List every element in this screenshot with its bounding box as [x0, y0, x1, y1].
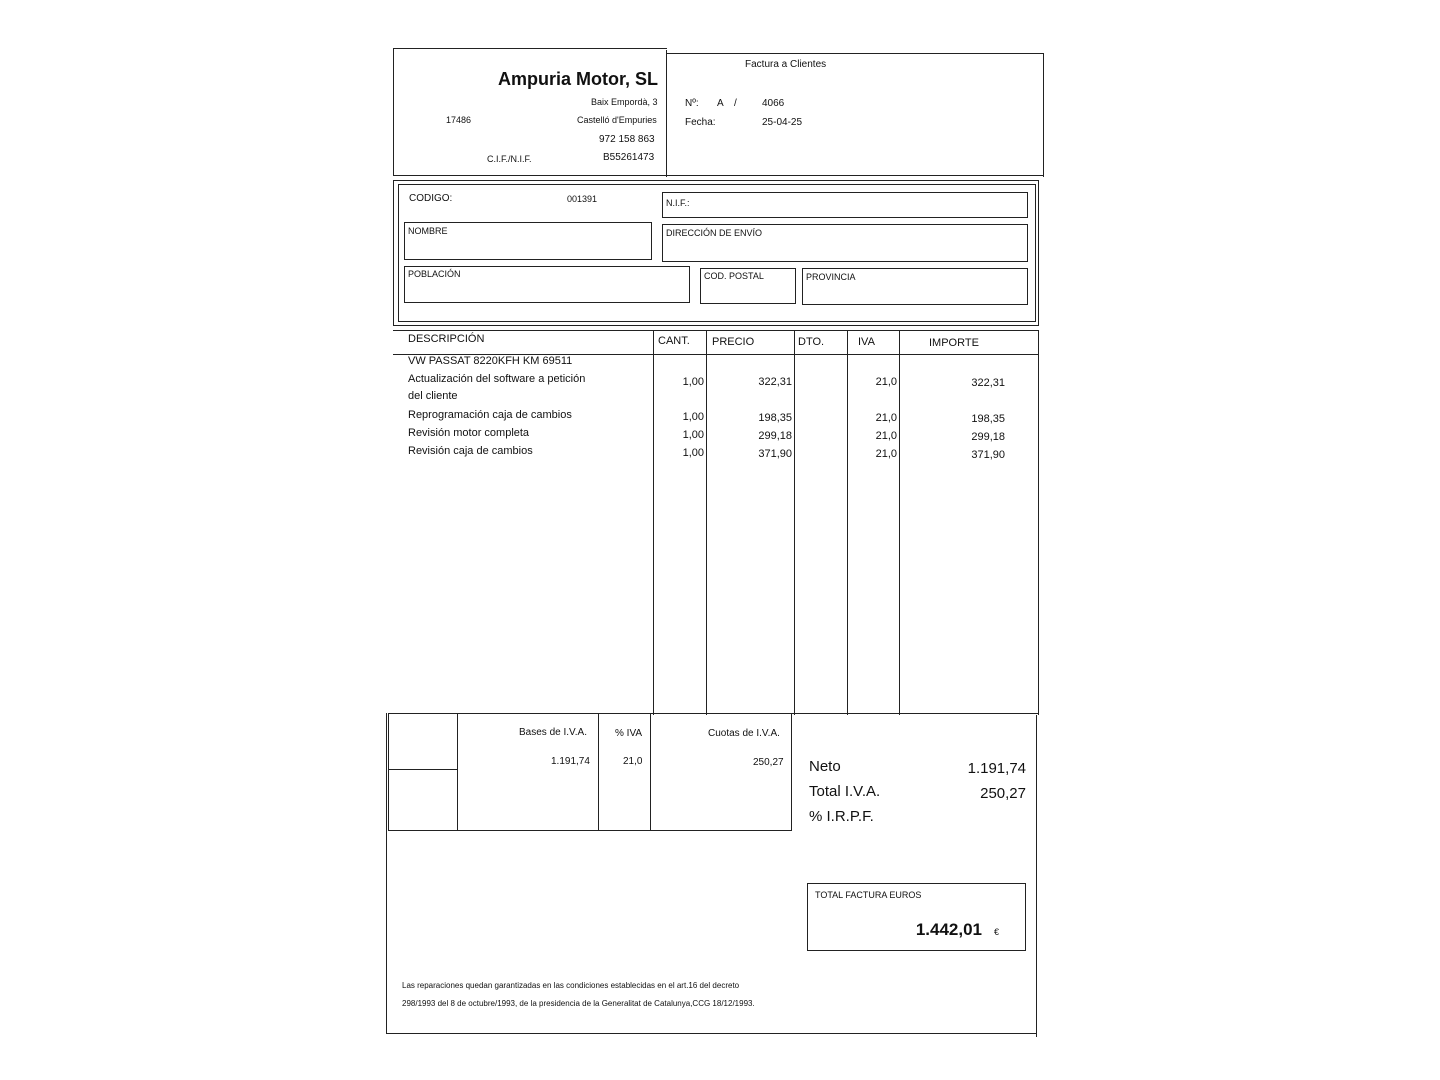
neto-value: 1.191,74 — [967, 760, 1026, 777]
col-divider-iva — [847, 330, 848, 715]
header-descripcion: DESCRIPCIÓN — [408, 333, 485, 345]
top-border-left — [393, 48, 667, 49]
header-dto: DTO. — [798, 336, 825, 348]
footer-line-1: Las reparaciones quedan garantizadas en las condiciones establecidas en el art.16 del decreto — [402, 981, 740, 990]
vehicle-line: VW PASSAT 8220KFH KM 69511 — [408, 355, 573, 367]
header-precio: PRECIO — [712, 336, 755, 348]
provincia-label: PROVINCIA — [806, 272, 856, 282]
item-description-continued: del cliente — [408, 390, 458, 402]
invoice-number-label: Nº: — [685, 98, 699, 109]
invoice-date-label: Fecha: — [685, 117, 716, 128]
item-cant: 1,00 — [682, 447, 704, 459]
pct-iva-label: % IVA — [615, 728, 643, 739]
col-divider-cant — [653, 330, 654, 715]
footer-line-2: 298/1993 del 8 de octubre/1993, de la presidencia de la Generalitat de Catalunya,CCG 18/12/1993. — [402, 999, 755, 1008]
tax-bottom-border — [388, 830, 792, 831]
tax-col-4 — [791, 713, 792, 831]
total-iva-label: Total I.V.A. — [809, 783, 881, 800]
cuotas-label: Cuotas de I.V.A. — [708, 728, 780, 739]
direccion-label: DIRECCIÓN DE ENVÍO — [666, 228, 763, 238]
irpf-label: % I.R.P.F. — [809, 808, 874, 825]
header-cant: CANT. — [658, 335, 690, 347]
invoice-number: 4066 — [762, 98, 785, 109]
col-divider-precio — [706, 330, 707, 715]
cuota-value: 250,27 — [753, 757, 784, 768]
tax-left-divider — [388, 769, 457, 770]
company-city: Castelló d'Empuries — [577, 115, 657, 125]
header-iva: IVA — [858, 336, 875, 348]
total-label: TOTAL FACTURA EUROS — [815, 890, 922, 900]
item-cant: 1,00 — [682, 429, 704, 441]
tax-top-border — [388, 713, 1038, 714]
page-right-border-lower — [1036, 715, 1037, 1037]
item-iva: 21,0 — [875, 448, 897, 460]
item-precio: 322,31 — [758, 376, 792, 388]
item-iva: 21,0 — [875, 376, 897, 388]
base-value: 1.191,74 — [551, 756, 590, 767]
pct-value: 21,0 — [623, 756, 643, 767]
header-divider — [666, 50, 667, 177]
invoice-separator: / — [734, 98, 737, 109]
nombre-label: NOMBRE — [408, 226, 448, 236]
header-importe: IMPORTE — [929, 337, 979, 349]
invoice-title: Factura a Clientes — [745, 59, 827, 70]
item-iva: 21,0 — [875, 412, 897, 424]
item-description: Reprogramación caja de cambios — [408, 409, 572, 421]
item-importe: 371,90 — [971, 449, 1005, 461]
page-bottom-border — [386, 1033, 1036, 1034]
item-cant: 1,00 — [682, 411, 704, 423]
header-bottom-border — [393, 175, 1044, 176]
item-importe: 299,18 — [971, 431, 1005, 443]
invoice-date: 25-04-25 — [762, 117, 803, 128]
bases-label: Bases de I.V.A. — [519, 727, 588, 738]
item-precio: 198,35 — [758, 412, 792, 424]
nif-field — [662, 192, 1028, 218]
table-right-border — [1038, 330, 1039, 715]
item-precio: 371,90 — [758, 448, 792, 460]
cif-label: C.I.F./N.I.F. — [487, 154, 532, 164]
poblacion-label: POBLACIÓN — [408, 269, 461, 279]
item-importe: 198,35 — [971, 413, 1005, 425]
company-postal-code: 17486 — [446, 115, 472, 125]
header-left-border — [393, 48, 394, 175]
item-description: Revisión motor completa — [408, 427, 530, 439]
item-iva: 21,0 — [875, 430, 897, 442]
item-cant: 1,00 — [682, 376, 704, 388]
header-right-border — [1043, 53, 1044, 177]
cod-postal-label: COD. POSTAL — [704, 271, 764, 281]
invoice-series: A — [717, 98, 724, 109]
codigo-value: 001391 — [567, 194, 598, 204]
item-description: Actualización del software a petición — [408, 373, 586, 385]
neto-label: Neto — [809, 758, 841, 775]
col-divider-dto — [794, 330, 795, 715]
page-left-border-lower — [386, 713, 387, 1033]
tax-col-2 — [598, 713, 599, 831]
item-description: Revisión caja de cambios — [408, 445, 533, 457]
codigo-label: CODIGO: — [409, 193, 453, 204]
nif-label: N.I.F.: — [666, 198, 690, 208]
table-top-border — [393, 330, 1039, 331]
tax-col-3 — [650, 713, 651, 831]
company-street: Baix Empordà, 3 — [591, 97, 658, 107]
total-value: 1.442,01 — [915, 920, 982, 939]
company-name: Ampuria Motor, SL — [498, 69, 659, 89]
currency-symbol: € — [994, 927, 1000, 937]
total-iva-value: 250,27 — [980, 785, 1026, 802]
company-phone: 972 158 863 — [599, 134, 655, 145]
top-border-right — [667, 53, 1044, 54]
tax-left-border — [388, 713, 389, 831]
company-cif: B55261473 — [603, 152, 655, 163]
item-precio: 299,18 — [758, 430, 792, 442]
tax-col-1 — [457, 713, 458, 831]
col-divider-importe — [899, 330, 900, 715]
item-importe: 322,31 — [971, 377, 1005, 389]
